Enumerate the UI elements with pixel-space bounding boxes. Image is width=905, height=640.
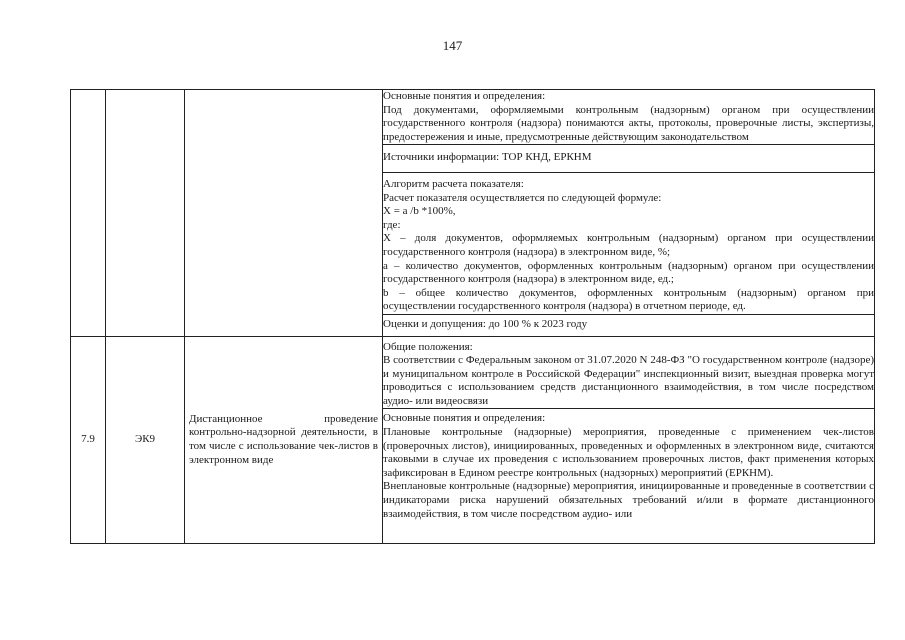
formula-var-x: X – доля документов, оформляемых контрольным (надзорным) органом при осуществлении государственного контроля (надзора) в электронном виде, %; <box>383 232 874 258</box>
block-heading: Источники информации: ТОР КНД, ЕРКНМ <box>383 151 592 164</box>
formula-intro: Расчет показателя осуществляется по следующей формуле: <box>383 191 662 204</box>
block-heading: Основные понятия и определения: <box>383 90 546 102</box>
block-heading: Оценки и допущения: до 100 % к 2023 году <box>383 317 588 330</box>
indicator-name: Дистанционное проведение контрольно-надзорной деятельности, в том числе с использование чек-листов в электронном виде <box>189 412 378 466</box>
table-row <box>71 336 875 409</box>
block-heading: Основные понятия и определения: <box>383 412 546 425</box>
table-row <box>71 90 875 145</box>
row1-num-cell <box>71 90 106 337</box>
block-text: Под документами, оформляемыми контрольным (надзорным) органом при осуществлении государственного контроля (надзора) понимаются акты, протоколы, проверочные листы, экспертизы, предостережения и иные, предусмотренные действующим законодательством <box>383 103 874 143</box>
formula: X = a /b *100%, <box>383 205 456 218</box>
clipped-content <box>383 412 874 543</box>
block-text: В соответствии с Федеральным законом от 31.07.2020 N 248-ФЗ "О государственном контроле (надзоре) и муниципальном контроле в Российской Федерации" инспекционный визит, выездная проверка могут проводиться с использованием средств дистанционного взаимодействия, в том числе посредством аудио- или видеосвязи <box>383 354 874 407</box>
algorithm-block <box>383 172 875 314</box>
block-text: Плановые контрольные (надзорные) мероприятия, проведенные с применением чек-листов (проверочных листов), инициированных, проведенных и оформленных в электронном виде, считаются таковыми в случае их проведения с использованием проверочных листов, факт применения которых зафиксирован в Едином реестре контрольных (надзорных) мероприятий (ЕРКНМ). <box>383 426 874 479</box>
block-heading: Общие положения: <box>383 340 473 353</box>
formula-var-b: b – общее количество документов, оформленных контрольным (надзорным) органом при осуществлении государственного контроля (надзора) в отчетном периоде, ед. <box>383 286 874 313</box>
row1-code-cell <box>106 90 185 337</box>
block-text: Внеплановые контрольные (надзорные) мероприятия, инициированные и проведенные в соответствии с индикаторами риска нарушений обязательных требований и/или в формате дистанционного взаимодействия, в том числе посредством аудио- или <box>383 480 874 520</box>
sources-block <box>383 145 875 173</box>
row2-name-cell <box>185 336 383 544</box>
indicator-table <box>70 89 875 544</box>
row2-num-cell <box>71 336 106 544</box>
indicator-number: 7.9 <box>81 433 95 446</box>
general-provisions-block <box>383 336 875 409</box>
definitions-block <box>383 90 875 145</box>
formula-where: где: <box>383 218 401 231</box>
formula-var-a: a – количество документов, оформленных контрольным (надзорным) органом при осуществлении государственного контроля (надзора) в электронном виде, ед.; <box>383 259 874 286</box>
block-heading: Алгоритм расчета показателя: <box>383 177 524 190</box>
definitions-block-2 <box>383 409 875 544</box>
row2-code-cell <box>106 336 185 544</box>
estimates-block <box>383 314 875 336</box>
row1-name-cell <box>185 90 383 337</box>
indicator-code: ЭК9 <box>134 433 156 446</box>
page-number: 147 <box>442 38 463 53</box>
